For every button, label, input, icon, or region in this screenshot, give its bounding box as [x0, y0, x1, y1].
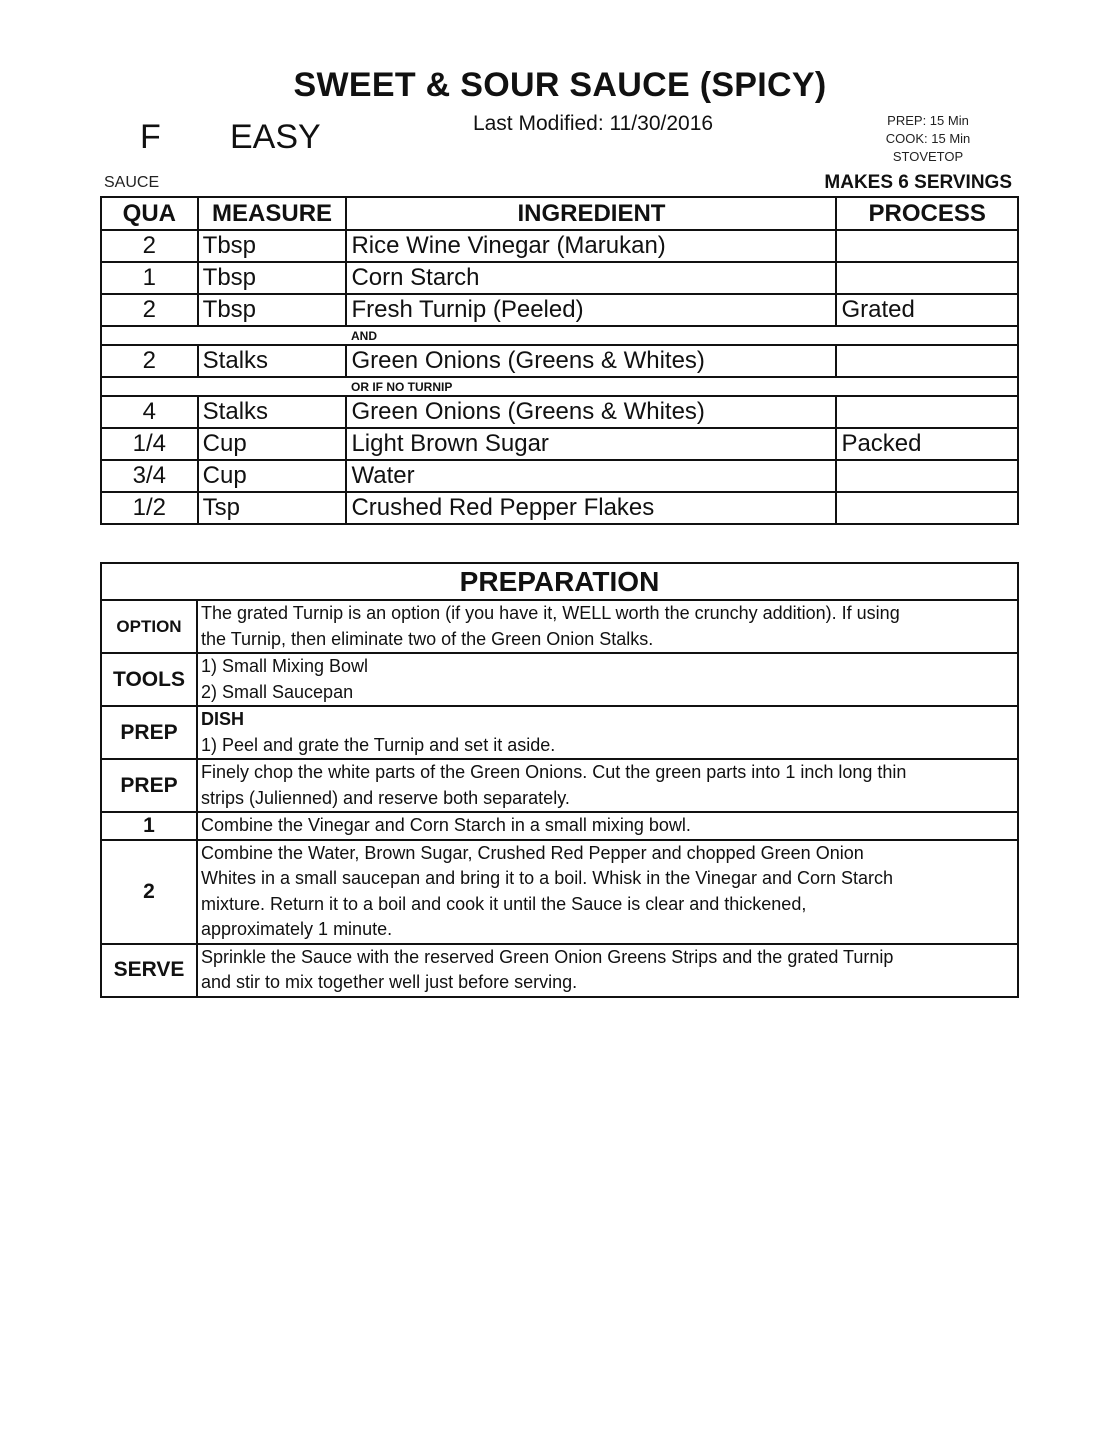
column-header-process: PROCESS — [836, 197, 1018, 230]
preparation-table — [100, 562, 1019, 998]
servings-label: MAKES 6 SERVINGS — [824, 172, 1012, 193]
ingredient-process: Grated — [836, 294, 1018, 326]
step-text-line: Sprinkle the Sauce with the reserved Green Onion Greens Strips and the grated Turnip — [201, 946, 894, 967]
step-text — [197, 840, 1018, 944]
ingredient-row — [101, 294, 1018, 326]
column-header-ingredient: INGREDIENT — [346, 197, 836, 230]
ingredient-name: Rice Wine Vinegar (Marukan) — [346, 230, 836, 262]
preparation-title: PREPARATION — [101, 563, 1018, 600]
step-text-line: strips (Julienned) and reserve both separately. — [201, 787, 570, 808]
step-text — [197, 812, 1018, 840]
ingredient-measure: Cup — [198, 428, 347, 460]
step-text — [197, 944, 1018, 997]
ingredient-measure: Cup — [198, 460, 347, 492]
step-text — [197, 600, 1018, 653]
step-text-line: and stir to mix together well just before serving. — [201, 972, 578, 992]
ingredient-note: OR IF NO TURNIP — [101, 377, 1018, 396]
preparation-step-row — [101, 840, 1018, 944]
preparation-step-row — [101, 653, 1018, 706]
step-text-line: approximately 1 minute. — [201, 919, 393, 939]
step-text-line: Finely chop the white parts of the Green Onions. Cut the green parts into 1 inch long thin — [201, 762, 907, 782]
ingredient-measure: Tbsp — [198, 230, 347, 262]
preparation-body — [101, 600, 1018, 997]
ingredient-note-row — [101, 326, 1018, 345]
step-text-line: 2) Small Saucepan — [201, 681, 354, 702]
ingredient-process — [836, 262, 1018, 294]
column-header-qty: QUA — [101, 197, 198, 230]
ingredient-name: Light Brown Sugar — [346, 428, 836, 460]
ingredient-row — [101, 262, 1018, 294]
ingredient-row — [101, 345, 1018, 377]
step-label: PREP — [101, 706, 197, 759]
grade-letter: F — [140, 118, 161, 156]
step-label: PREP — [101, 759, 197, 812]
preparation-step-row — [101, 706, 1018, 759]
cook-method: STOVETOP — [892, 149, 964, 164]
ingredient-qty: 1/4 — [101, 428, 198, 460]
step-text-line: 1) Peel and grate the Turnip and set it aside. — [201, 734, 556, 755]
step-text-line: The grated Turnip is an option (if you have it, WELL worth the crunchy addition). If using — [201, 603, 900, 623]
preparation-step-row — [101, 600, 1018, 653]
ingredient-name: Crushed Red Pepper Flakes — [346, 492, 836, 524]
step-text-line: Combine the Vinegar and Corn Starch in a small mixing bowl. — [201, 815, 691, 835]
ingredient-measure: Tbsp — [198, 294, 347, 326]
ingredient-process — [836, 492, 1018, 524]
ingredient-note-row — [101, 377, 1018, 396]
ingredient-qty: 3/4 — [101, 460, 198, 492]
step-text — [197, 706, 1018, 759]
ingredients-body — [101, 230, 1018, 524]
ingredient-name: Fresh Turnip (Peeled) — [346, 294, 836, 326]
prep-time: PREP: 15 Min — [887, 113, 969, 128]
time-info — [868, 112, 988, 166]
step-text — [197, 759, 1018, 812]
ingredient-row — [101, 492, 1018, 524]
column-header-measure: MEASURE — [198, 197, 347, 230]
step-label: 2 — [101, 840, 197, 944]
ingredient-name: Green Onions (Greens & Whites) — [346, 345, 836, 377]
step-text-line: Whites in a small saucepan and bring it to a boil. Whisk in the Vinegar and Corn Starch — [201, 868, 894, 888]
ingredient-qty: 2 — [101, 294, 198, 326]
ingredient-qty: 1 — [101, 262, 198, 294]
ingredient-note: AND — [101, 326, 1018, 345]
step-label: 1 — [101, 812, 197, 840]
ingredient-measure: Stalks — [198, 396, 347, 428]
ingredient-row — [101, 460, 1018, 492]
preparation-header-row — [101, 563, 1018, 600]
ingredient-row — [101, 230, 1018, 262]
ingredient-measure: Stalks — [198, 345, 347, 377]
category-label: SAUCE — [104, 174, 160, 191]
step-text-line: Combine the Water, Brown Sugar, Crushed Red Pepper and chopped Green Onion — [201, 842, 864, 863]
step-text — [197, 653, 1018, 706]
preparation-step-row — [101, 759, 1018, 812]
last-modified: Last Modified: 11/30/2016 — [472, 112, 714, 135]
preparation-step-row — [101, 944, 1018, 997]
preparation-step-row — [101, 812, 1018, 840]
step-text-line: 1) Small Mixing Bowl — [201, 656, 369, 676]
ingredients-header-row — [101, 197, 1018, 230]
step-text-line: mixture. Return it to a boil and cook it until the Sauce is clear and thickened, — [201, 893, 807, 914]
ingredient-qty: 1/2 — [101, 492, 198, 524]
ingredient-process — [836, 396, 1018, 428]
cook-time: COOK: 15 Min — [885, 131, 971, 146]
step-label: TOOLS — [101, 653, 197, 706]
recipe-title: SWEET & SOUR SAUCE (SPICY) — [293, 66, 827, 104]
ingredient-row — [101, 428, 1018, 460]
step-text-line: the Turnip, then eliminate two of the Green Onion Stalks. — [201, 628, 654, 649]
ingredient-qty: 4 — [101, 396, 198, 428]
ingredient-process — [836, 345, 1018, 377]
step-subtitle: DISH — [201, 709, 245, 729]
ingredient-qty: 2 — [101, 345, 198, 377]
step-label: OPTION — [101, 600, 197, 653]
ingredient-name: Green Onions (Greens & Whites) — [346, 396, 836, 428]
ingredient-measure: Tsp — [198, 492, 347, 524]
ingredients-table — [100, 196, 1019, 525]
ingredient-process — [836, 230, 1018, 262]
ingredient-measure: Tbsp — [198, 262, 347, 294]
ingredient-qty: 2 — [101, 230, 198, 262]
ingredient-name: Corn Starch — [346, 262, 836, 294]
ingredient-process: Packed — [836, 428, 1018, 460]
step-label: SERVE — [101, 944, 197, 997]
ingredient-name: Water — [346, 460, 836, 492]
ingredient-row — [101, 396, 1018, 428]
ingredient-process — [836, 460, 1018, 492]
difficulty-label: EASY — [230, 118, 321, 156]
